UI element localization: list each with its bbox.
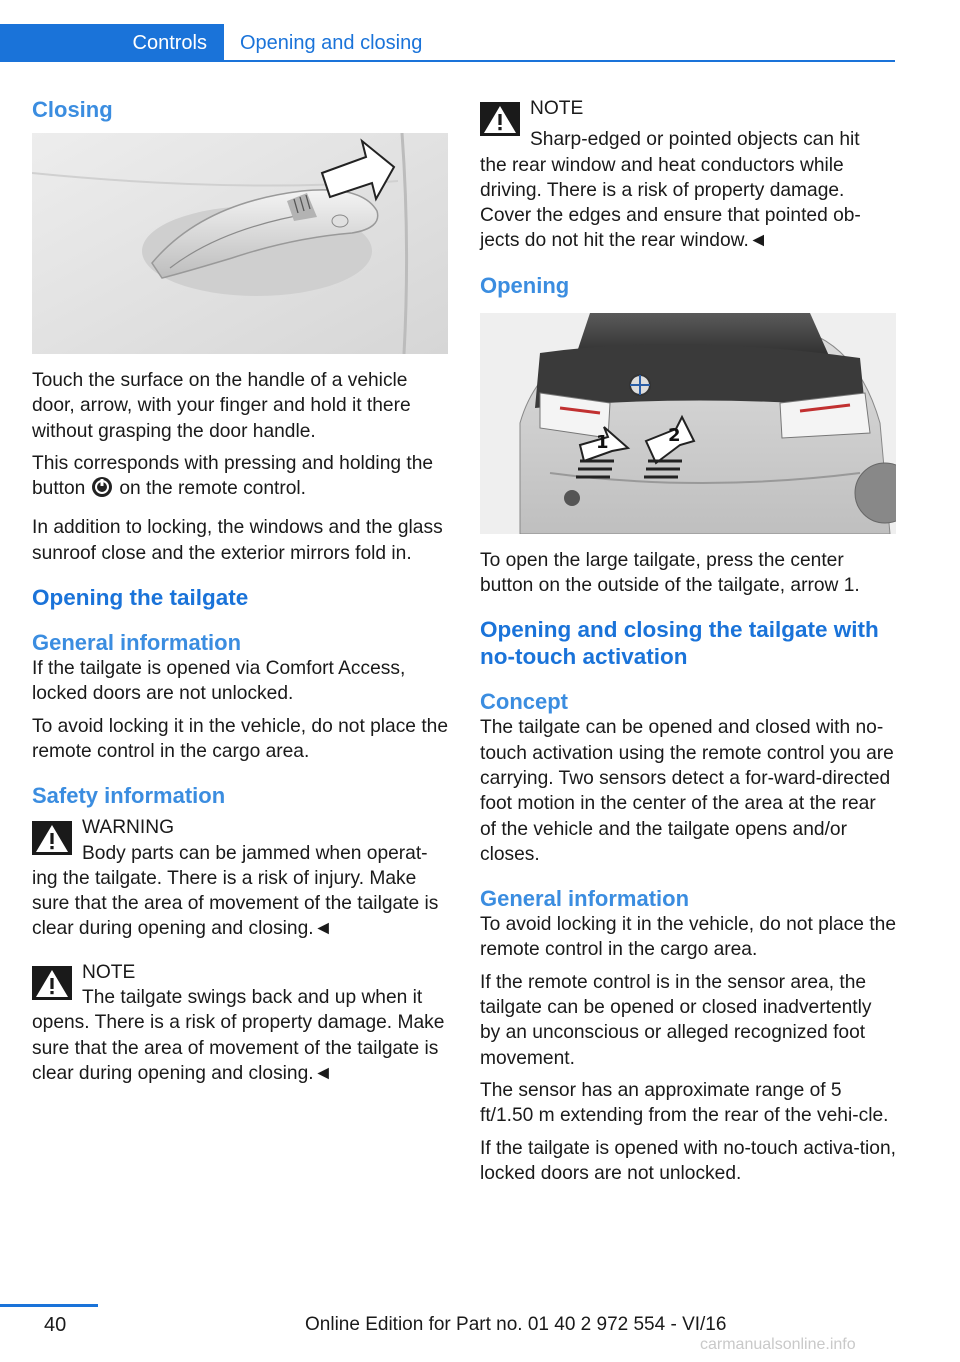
safety-information-heading: Safety information xyxy=(32,783,226,809)
general-information-heading: General information xyxy=(32,630,242,656)
general-paragraph-2: To avoid locking it in the vehicle, do not place the remote control in the cargo area. xyxy=(32,715,448,762)
note-block-right xyxy=(480,96,896,254)
general-right-paragraph-1: To avoid locking it in the vehicle, do not place the remote control in the cargo area. xyxy=(480,914,896,961)
general-right-paragraph-2: If the remote control is in the sensor area, the tailgate can be opened or closed inadvertently by an unconscious or alleged recognized foot movement. xyxy=(480,971,872,1069)
concept-paragraph: The tailgate can be opened and closed with no-touch activation using the remote control you are carrying. Two sensors detect a for-ward-directed foot motion in the center of the area at the rear of the vehicle and the tailgate opens and/or closes. xyxy=(480,717,894,865)
general-information-heading-right: General information xyxy=(480,886,690,912)
general-right-paragraph-3: The sensor has an approximate range of 5 ft/1.50 m extending from the rear of the vehi-cle. xyxy=(480,1079,889,1127)
note-text-right: the rear window and heat conductors while driving. There is a risk of property damage. Cover the edges and ensure that pointed ob-jects do not hit the rear window.◄ xyxy=(480,154,861,252)
opening-heading: Opening xyxy=(480,272,570,298)
tab-controls[interactable]: Controls xyxy=(0,24,224,62)
closing-paragraph-2-start: This corresponds with pressing and holding the button xyxy=(32,452,434,500)
warning-block xyxy=(32,815,448,941)
opening-paragraph: To open the large tailgate, press the center button on the outside of the tailgate, arrow 1. xyxy=(480,549,860,597)
warning-text: ing the tailgate. There is a risk of injury. Make sure that the area of movement of the tailgate is clear during opening and closing.◄ xyxy=(32,867,439,940)
tailgate-figure xyxy=(480,313,896,534)
closing-paragraph-2-end: on the remote control. xyxy=(119,478,307,500)
note-label-right: NOTE xyxy=(530,98,584,119)
closing-paragraph-2 xyxy=(32,451,448,502)
arrow-1-label: 1 xyxy=(596,431,609,453)
warning-text-first-line: Body parts can be jammed when operat- xyxy=(82,842,428,864)
general-paragraph-1: If the tailgate is opened via Comfort Access, locked doors are not unlocked. xyxy=(32,658,406,705)
note-label-left: NOTE xyxy=(82,961,136,983)
general-right-paragraph-4: If the tailgate is opened with no-touch activa-tion, locked doors are not unlocked. xyxy=(480,1137,896,1184)
note-text-first-line-right: Sharp-edged or pointed objects can hit xyxy=(530,129,860,151)
concept-heading: Concept xyxy=(480,689,568,715)
note-triangle-icon xyxy=(480,102,520,136)
note-text-left: opens. There is a risk of property damage. Make sure that the area of movement of the tailgate is clear during opening and closing.◄ xyxy=(32,1012,445,1084)
closing-heading: Closing xyxy=(32,97,113,122)
note-triangle-icon xyxy=(32,966,72,1000)
closing-paragraph-1: Touch the surface on the handle of a vehicle door, arrow, with your finger and hold it there without grasping the door handle. xyxy=(32,370,411,442)
door-handle-illustration xyxy=(32,133,448,354)
opening-tailgate-heading: Opening the tailgate xyxy=(32,585,249,611)
page-header xyxy=(0,24,895,62)
remote-lock-button-icon xyxy=(91,476,113,498)
no-touch-heading: Opening and closing the tailgate with no-touch activation xyxy=(480,617,879,670)
note-text-first-line-left: The tailgate swings back and up when it xyxy=(82,987,423,1009)
warning-triangle-icon xyxy=(32,821,72,855)
page-number-rule xyxy=(0,1304,98,1307)
edition-text: Online Edition for Part no. 01 40 2 972 554 - VI/16 xyxy=(305,1314,727,1335)
note-block-left xyxy=(32,960,448,1086)
warning-label: WARNING xyxy=(82,817,175,839)
tailgate-illustration xyxy=(480,313,896,534)
right-column xyxy=(480,96,896,1193)
closing-paragraph-3: In addition to locking, the windows and the glass sunroof close and the exterior mirrors fold in. xyxy=(32,517,443,564)
left-column xyxy=(32,96,448,1093)
header-rule xyxy=(0,60,895,62)
arrow-2-label: 2 xyxy=(668,424,681,446)
watermark: carmanualsonline.info xyxy=(700,1336,856,1353)
page-number: 40 xyxy=(44,1314,67,1336)
tab-opening-and-closing[interactable]: Opening and closing xyxy=(240,32,423,54)
door-handle-figure xyxy=(32,133,448,354)
